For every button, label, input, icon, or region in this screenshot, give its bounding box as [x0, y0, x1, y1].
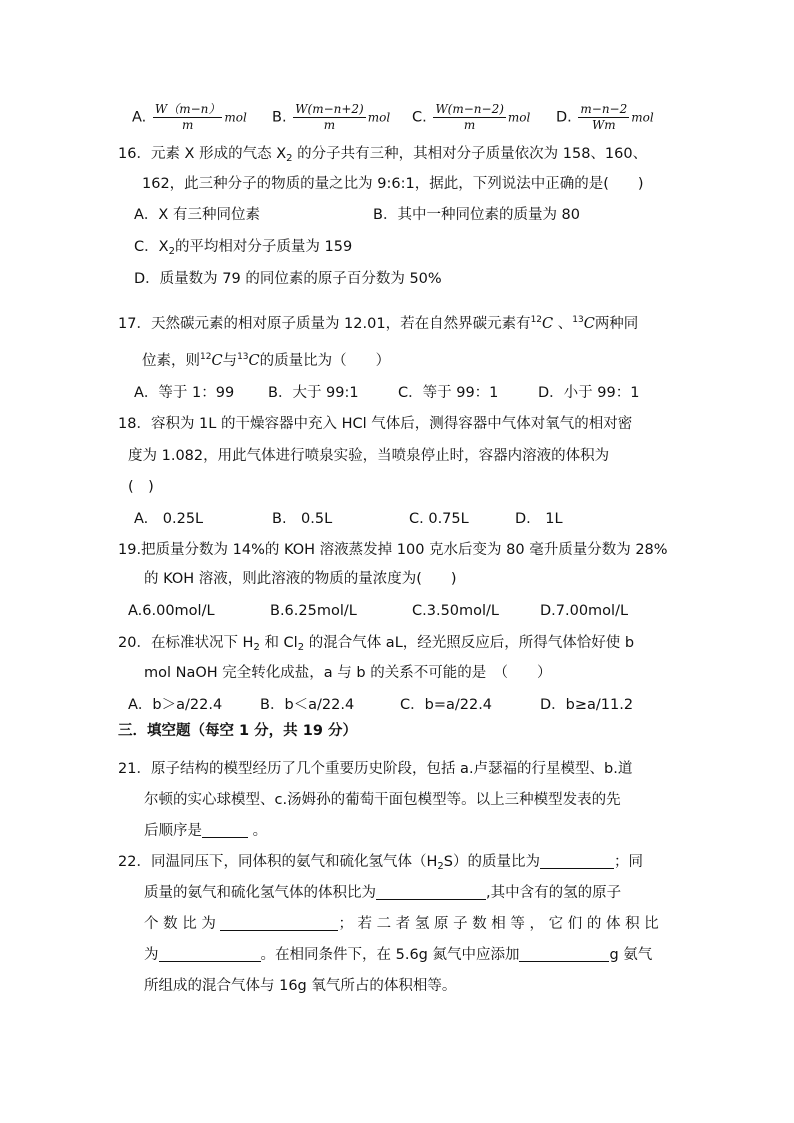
q17-option-d: D．小于 99：1	[538, 385, 640, 401]
q16-stem-text-b: 的分子共有三种，其相对分子质量依次为 158、160、	[292, 146, 648, 162]
q22-stem-text-a: 22．同温同压下，同体积的氨气和硫化氢气体（H	[118, 854, 438, 870]
q22-stem-text-j: g 氨气	[609, 947, 653, 963]
q16-option-d: D．质量数为 79 的同位素的原子百分数为 50%	[134, 271, 442, 287]
q15-option-b	[272, 102, 390, 133]
q16-subscript: 2	[286, 153, 293, 164]
q20-option-c: C．b=a/22.4	[400, 697, 493, 713]
q19-option-d: D.7.00mol/L	[540, 603, 629, 619]
q18-stem-line-1: 18．容积为 1L 的干燥容器中充入 HCl 气体后，测得容器中气体对氧气的相对密	[118, 416, 633, 432]
q21-stem-line-3	[144, 820, 267, 842]
q15-option-a-numerator: W（m−n）	[154, 102, 221, 116]
q15-option-a-letter: A.	[132, 109, 147, 126]
q15-option-d-denominator: Wm	[591, 118, 616, 132]
q15-option-d-numerator: m−n−2	[580, 102, 628, 116]
q16-stem-text-a: 16．元素 X 形成的气态 X	[118, 146, 287, 162]
q17-stem-text-b: 两种同	[594, 316, 639, 332]
q17-isotope-1-symbol-b: C	[211, 353, 223, 369]
q15-option-d-letter: D.	[556, 109, 572, 126]
q18-option-d: D. 1L	[515, 511, 563, 527]
q17-option-c: C．等于 99：1	[398, 385, 499, 401]
q22-stem-text-c: ；同	[613, 854, 643, 870]
q20-subscript-cl2: 2	[297, 642, 305, 653]
q20-option-a: A．b＞a/22.4	[128, 697, 223, 713]
q17-stem-line-1	[118, 309, 638, 335]
q22-stem-text-e: ,其中含有的氢的原子	[486, 885, 622, 901]
q21-answer-blank[interactable]	[202, 821, 248, 838]
q20-option-b: B．b＜a/22.4	[260, 697, 355, 713]
q15-option-c-letter: C.	[412, 109, 427, 126]
q16-option-a: A．X 有三种同位素	[134, 207, 260, 223]
q17-isotope-2-symbol: C	[583, 316, 595, 332]
q20-stem-line-2: mol NaOH 完全转化成盐，a 与 b 的关系不可能的是 （ ）	[144, 665, 552, 681]
q15-option-c-numerator: W(m−n−2)	[435, 102, 504, 116]
q16-option-c-subscript: 2	[168, 246, 175, 257]
q15-option-c-denominator: m	[463, 118, 476, 132]
q21-stem-text-a: 后顺序是	[144, 823, 202, 839]
q17-isotope-1-mass: 12	[530, 315, 543, 325]
q22-subscript: 2	[437, 861, 444, 872]
q15-option-c-unit: mol	[507, 110, 531, 125]
q19-stem-line-1: 19.把质量分数为 14%的 KOH 溶液蒸发掉 100 克水后变为 80 毫升质量分数为 28%	[118, 542, 668, 558]
q17-stem-text-d: 的质量比为（ ）	[259, 353, 391, 369]
q21-stem-text-b: 。	[248, 823, 268, 839]
q15-option-a-unit: mol	[224, 110, 247, 125]
q15-option-d-fraction	[578, 102, 629, 133]
q17-isotope-2-symbol-b: C	[248, 353, 260, 369]
q18-option-a: A. 0.25L	[134, 511, 204, 527]
q15-option-c	[412, 102, 530, 133]
q17-separator: 、	[553, 316, 573, 332]
q15-option-d-unit: mol	[631, 110, 654, 125]
q21-stem-line-2: 尔顿的实心球模型、c.汤姆孙的葡萄干面包模型等。以上三种模型发表的先	[144, 792, 621, 808]
q22-blank-mass-ratio[interactable]	[540, 852, 614, 869]
q15-option-b-letter: B.	[272, 109, 287, 126]
q16-option-c	[134, 236, 352, 263]
q17-stem-text-a: 17．天然碳元素的相对原子质量为 12.01，若在自然界碳元素有	[118, 316, 531, 332]
q20-subscript-h2: 2	[253, 642, 260, 653]
q16-stem-line-2: 162，此三种分子的物质的量之比为 9:6:1，据此，下列说法中正确的是( )	[142, 176, 644, 192]
q15-option-c-fraction	[433, 102, 506, 133]
q22-blank-volume-ratio[interactable]	[376, 883, 486, 900]
q22-stem-line-2	[144, 882, 621, 904]
q16-option-b: B．其中一种同位素的质量为 80	[373, 207, 581, 223]
q17-stem-text-mid: 与	[222, 353, 238, 369]
q22-blank-ammonia-mass[interactable]	[519, 945, 609, 962]
q17-isotope-2-mass-b: 13	[237, 352, 249, 362]
q18-option-c: C. 0.75L	[409, 511, 469, 527]
q21-stem-line-1: 21．原子结构的模型经历了几个重要历史阶段，包括 a.卢瑟福的行星模型、b.道	[118, 761, 633, 777]
q22-stem-text-i: 。在相同条件下，在 5.6g 氮气中应添加	[260, 947, 520, 963]
q15-option-a	[132, 102, 247, 133]
q22-stem-line-1	[118, 851, 643, 878]
q19-option-a: A.6.00mol/L	[128, 603, 215, 619]
q15-option-a-denominator: m	[181, 118, 194, 132]
q17-isotope-2-mass: 13	[572, 315, 584, 325]
q15-option-b-denominator: m	[323, 118, 336, 132]
q22-blank-hydrogen-ratio[interactable]	[220, 914, 338, 931]
q22-stem-text-g: ； 若 二 者 氢 原 子 数 相 等 ， 它 们 的 体 积 比	[338, 916, 659, 932]
q22-stem-text-f: 个 数 比 为	[144, 916, 221, 932]
q20-stem-text-a: 20．在标准状况下 H	[118, 635, 254, 651]
q19-stem-line-2: 的 KOH 溶液，则此溶液的物质的量浓度为( )	[144, 571, 457, 587]
q15-option-a-fraction	[153, 102, 223, 133]
q20-stem-text-b: 和 Cl	[259, 635, 298, 651]
q22-stem-text-b: S）的质量比为	[443, 854, 540, 870]
q16-option-c-text-b: 的平均相对分子质量为 159	[174, 239, 353, 255]
q17-option-b: B．大于 99:1	[268, 385, 359, 401]
q17-option-a: A．等于 1：99	[134, 385, 235, 401]
q22-stem-line-5: 所组成的混合气体与 16g 氧气所占的体积相等。	[144, 978, 457, 994]
q15-option-d	[556, 102, 654, 133]
q22-stem-line-4	[144, 944, 652, 966]
q15-option-b-numerator: W(m−n+2)	[295, 102, 364, 116]
q15-option-b-unit: mol	[367, 110, 391, 125]
q22-stem-text-d: 质量的氨气和硫化氢气体的体积比为	[144, 885, 376, 901]
q15-option-b-fraction	[293, 102, 366, 133]
section-3-heading: 三．填空题（每空 1 分，共 19 分）	[118, 723, 357, 739]
q20-option-d: D．b≥a/11.2	[540, 697, 634, 713]
q18-option-b: B. 0.5L	[272, 511, 333, 527]
q20-stem-line-1	[118, 632, 634, 659]
q19-option-b: B.6.25mol/L	[270, 603, 357, 619]
q17-stem-text-c: 位素，则	[142, 353, 200, 369]
q18-stem-line-2: 度为 1.082，用此气体进行喷泉实验，当喷泉停止时，容器内溶液的体积为	[128, 448, 610, 464]
q16-option-c-text-a: C．X	[134, 239, 169, 255]
q20-stem-text-c: 的混合气体 aL，经光照反应后，所得气体恰好使 b	[304, 635, 635, 651]
q18-answer-bracket: ( )	[128, 479, 154, 495]
q19-option-c: C.3.50mol/L	[412, 603, 500, 619]
q22-blank-equal-h-volume-ratio[interactable]	[159, 945, 261, 962]
q17-isotope-1-mass-b: 12	[200, 352, 212, 362]
q17-stem-line-2	[142, 346, 390, 372]
q22-stem-line-3	[144, 913, 659, 935]
q16-stem-line-1	[118, 143, 647, 170]
q17-isotope-1-symbol: C	[542, 316, 554, 332]
q22-stem-text-h: 为	[144, 947, 159, 963]
